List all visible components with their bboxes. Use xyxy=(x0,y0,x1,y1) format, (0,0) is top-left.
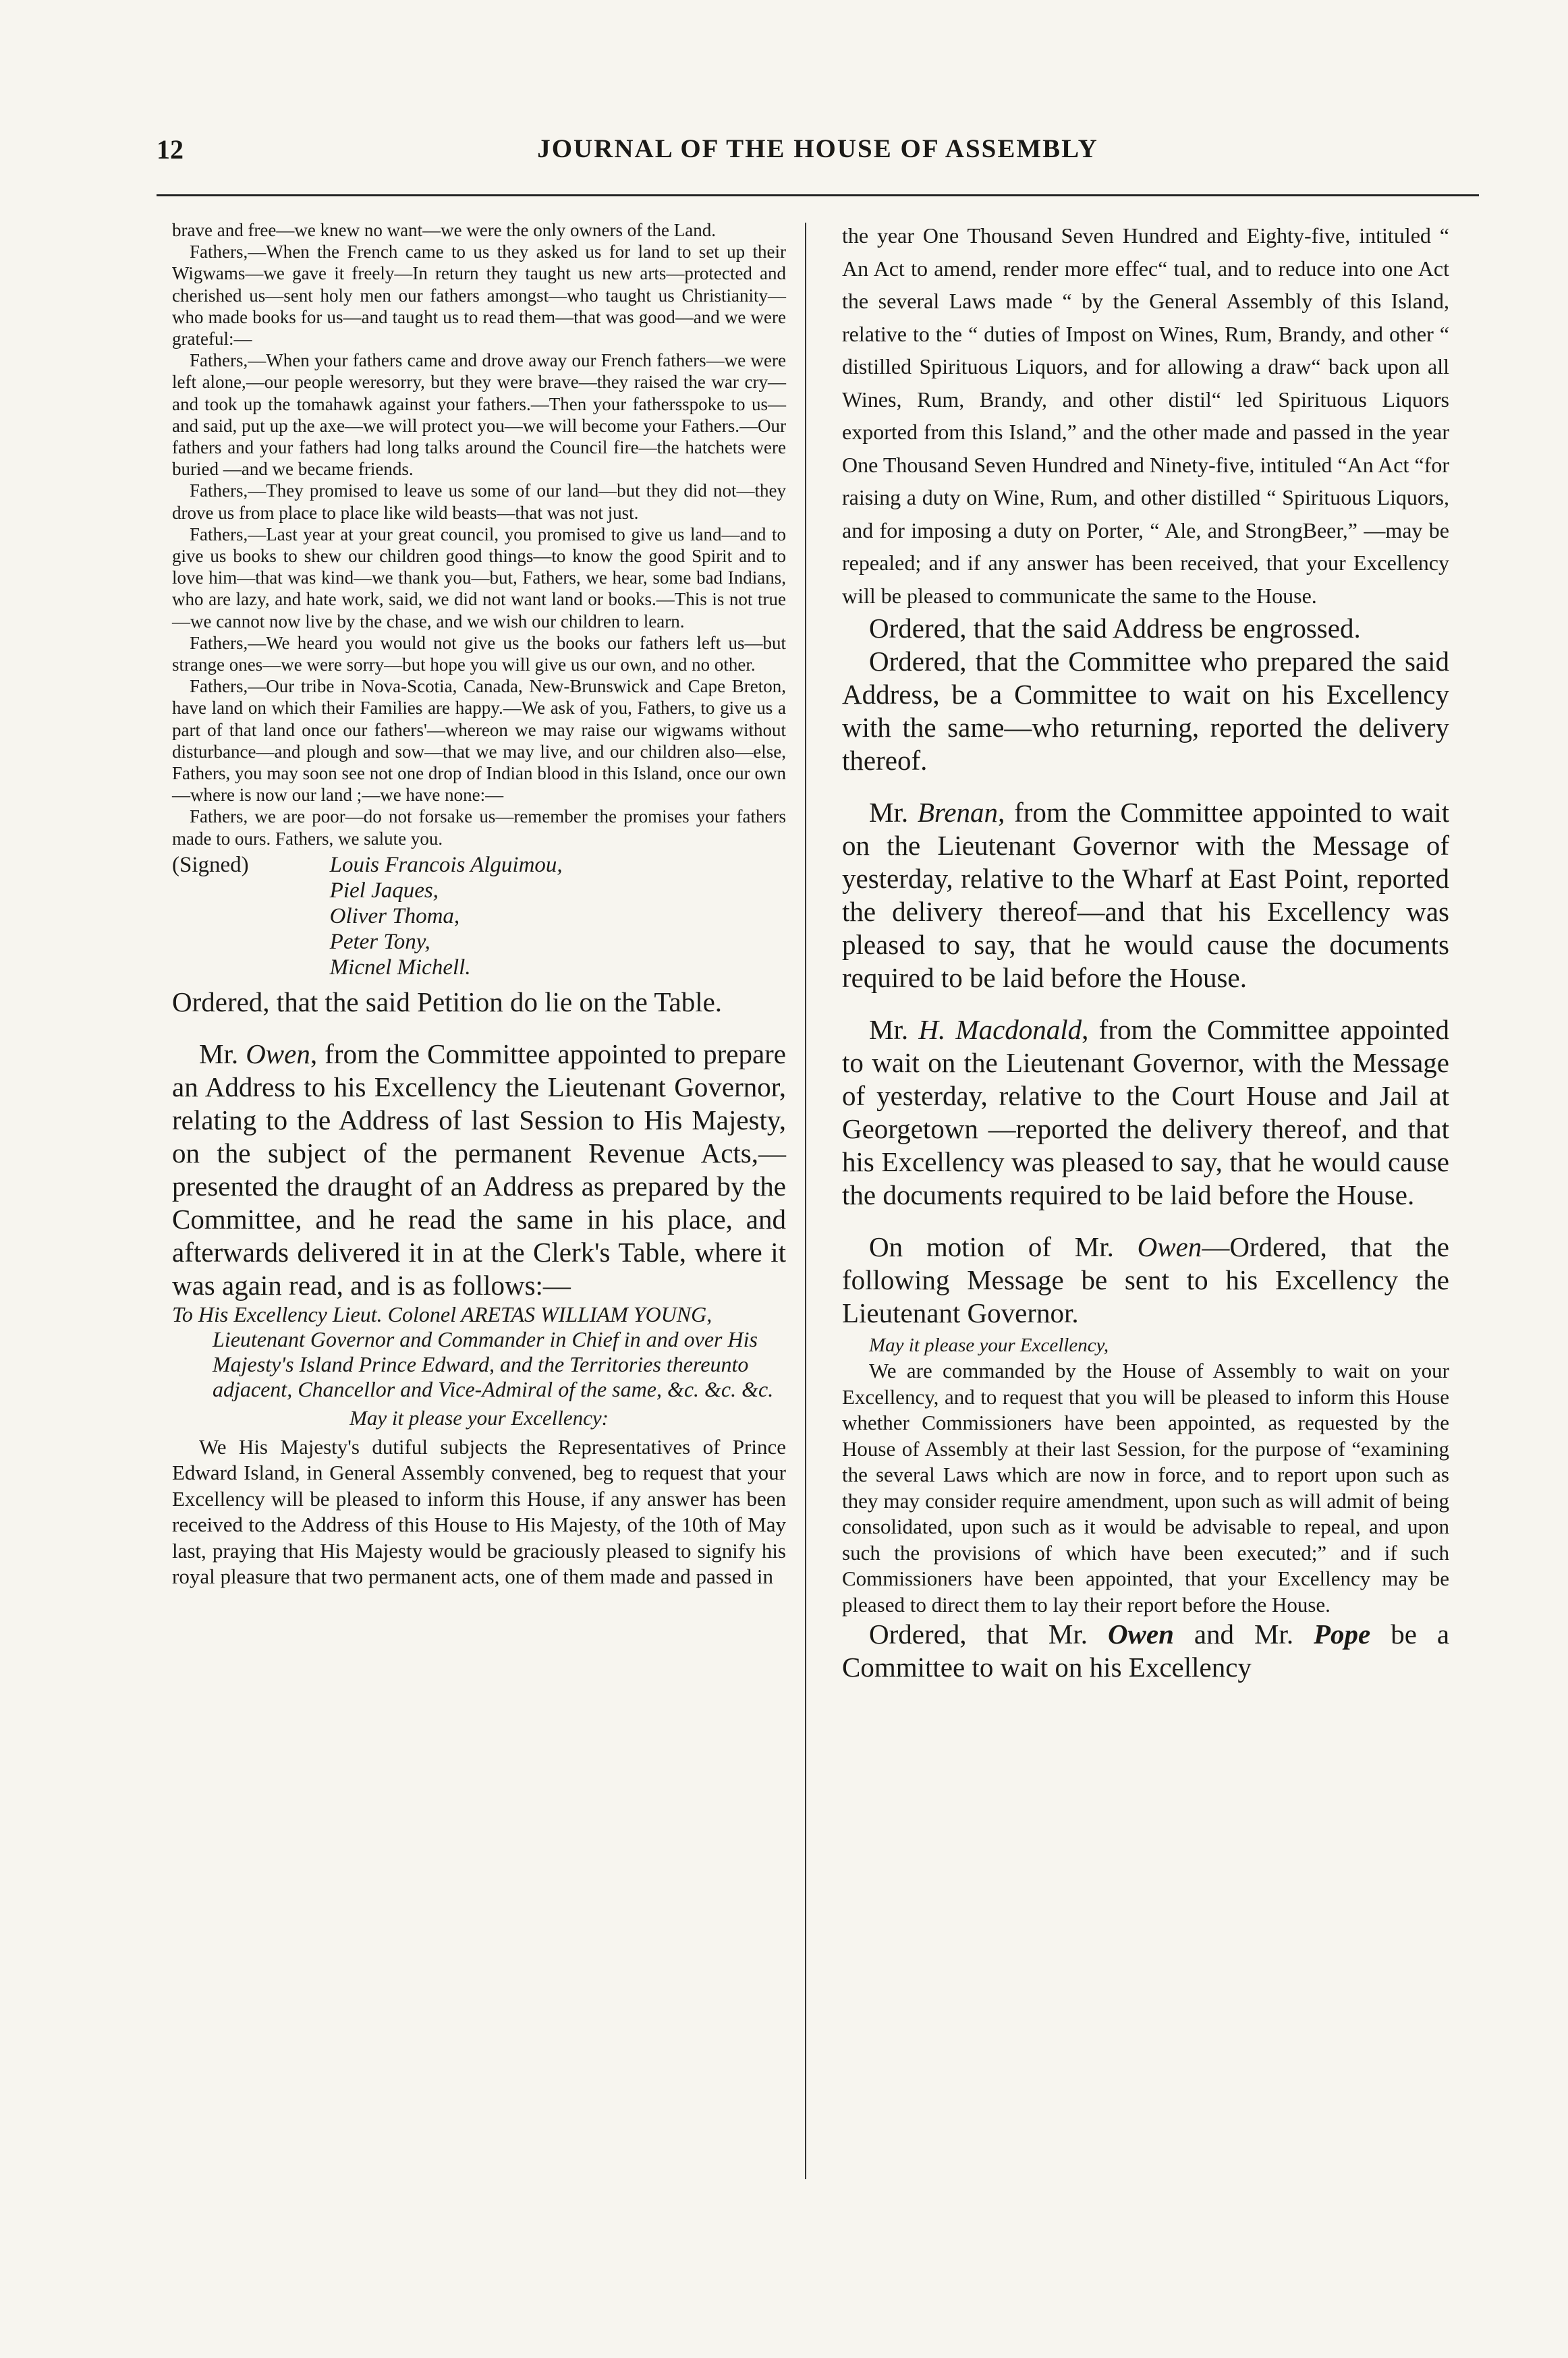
petition-paragraph: Fathers,—Last year at your great council, you promised to give us land—and to give us books to shew our children good things—to know the good Spirit and to love him—that was kind—we thank you—but, Fathers, we hear, some bad Indians, who are lazy, and hate work, said, we did not want land or books.—This is not true—we cannot now live by the chase, and we wish our children to learn. xyxy=(172,524,786,631)
final-order xyxy=(842,1618,1449,1684)
brenan-name: Brenan xyxy=(917,797,999,828)
brenan-prefix: Mr. xyxy=(869,797,909,828)
petition-paragraph: Fathers,—We heard you would not give us the books our fathers left us—but strange ones—we were sorry—but hope you will give us our own, and no other. xyxy=(172,632,786,675)
owen-name: Owen xyxy=(246,1038,310,1069)
signatory: Piel Jaques, xyxy=(329,878,439,903)
signatory: Louis Francois Alguimou, xyxy=(329,852,563,877)
right-column xyxy=(842,219,1449,1684)
owen-report xyxy=(172,1038,786,1302)
petition-paragraph: Fathers,—Our tribe in Nova-Scotia, Canada, New-Brunswick and Cape Breton, have land on which their Families are happy.—We ask of you, Fathers, to give us a part of that land once our fathers'—whereon we may raise our wigwams without disturbance—and plough and sow—that we may live, and our children also—else, Fathers, you may soon see not one drop of Indian blood in this Island, once our own —where is now our land ;—we have none:— xyxy=(172,676,786,806)
final-order-name1: Owen xyxy=(1107,1619,1174,1650)
motion-name: Owen xyxy=(1137,1231,1202,1262)
brenan-report xyxy=(842,796,1449,994)
final-order-post: be a Committee to wait on his Excellency xyxy=(842,1619,1450,1683)
petition-paragraph: Fathers,—When the French came to us they asked us for land to set up their Wigwams—we gave it freely—In return they taught us new arts—protected and cherished us—sent holy men our fathers amongst—who taught us Christianity—who made books for us—and taught us to read them—that was good—and we were grateful:— xyxy=(172,242,786,349)
message-body: We are commanded by the House of Assembly to wait on your Excellency, and to request that you will be pleased to inform this House whether Commissioners have been appointed, as requested by the House of Assembly at their last Session, for the purpose of “examining the several Laws which are now in force, and to report upon such as they may consider require amendment, upon such as will admit of being consolidated, upon such as it would be advisable to repeal, and upon such the provisions of which have been executed;” and if such Commissioners have been appointed, that your Excellency may be pleased to direct them to lay their report before the House. xyxy=(842,1359,1449,1617)
macdonald-report xyxy=(842,1013,1449,1212)
page-number: 12 xyxy=(157,134,184,165)
running-title: JOURNAL OF THE HOUSE OF ASSEMBLY xyxy=(537,134,1098,163)
motion-post: —Ordered, that the following Message be sent to his Excellency the Lieutenant Governor. xyxy=(842,1231,1449,1328)
signatory: Peter Tony, xyxy=(329,929,430,954)
left-column xyxy=(172,219,786,1590)
page-header xyxy=(157,134,1479,174)
owen-report-text: , from the Committee appointed to prepare an Address to his Excellency the Lieutenant Governor, relating to the Address of last Session to His Majesty, on the subject of the permanent Revenue Acts,—presented the draught of an Address as prepared by the Committee, and he read the same in his place, and afterwards delivered it in at the Clerk's Table, where it was again read, and is as follows:— xyxy=(172,1038,787,1301)
address-body-right: the year One Thousand Seven Hundred and Eighty-five, intituled “ An Act to amend, render more effec“ tual, and to reduce into one Act the several Laws made “ by the General Assembly of this Island, relative to the “ duties of Impost on Wines, Rum, Brandy, and other “ distilled Spirituous Liquors, and for allowing a draw“ back upon all Wines, Rum, Brandy, and other distil“ led Spirituous Liquors exported from this Island,” and the other made and passed in the year One Thousand Seven Hundred and Ninety-five, intituled “An Act “for raising a duty on Wine, Rum, and other distilled “ Spirituous Liquors, and for imposing a duty on Porter, “ Ale, and StrongBeer,” —may be repealed; and if any answer has been received, that your Excellency will be pleased to communicate the same to the House. xyxy=(842,223,1449,608)
macdonald-name: H. Macdonald xyxy=(918,1014,1082,1045)
order-committee: Ordered, that the Committee who prepared the said Address, be a Committee to wait on his Excellency with the same—who returning, reported the delivery thereof. xyxy=(842,646,1449,776)
macdonald-report-text: , from the Committee appointed to wait on the Lieutenant Governor, with the Message of yesterday, relative to the Court House and Jail at Georgetown —reported the delivery thereof, and that his Excellency was pleased to say, that he would cause the documents required to be laid before the House. xyxy=(842,1014,1449,1210)
petition-paragraph: Fathers,—When your fathers came and drove away our French fathers—we were left alone,—our people weresorry, but they were brave—they raised the war cry—and took up the tomahawk against your fathers.—Then your fathersspoke to us—and said, put up the axe—we will protect you—we will become your Fathers.—Our fathers and your fathers had long talks around the Council fire—the hatchets were buried —and we became friends. xyxy=(172,350,786,480)
final-order-name2: Pope xyxy=(1314,1619,1371,1650)
brenan-report-text: , from the Committee appointed to wait on the Lieutenant Governor with the Message of yesterday, relative to the Wharf at East Point, reported the delivery thereof—and that his Excellency was pleased to say, that he would cause the documents required to be laid before the House. xyxy=(842,797,1449,993)
signatory: Oliver Thoma, xyxy=(329,903,460,928)
address-body-left: We His Majesty's dutiful subjects the Representatives of Prince Edward Island, in General Assembly convened, beg to request that your Excellency will be pleased to inform this House, if any answer has been received to the Address of this House to His Majesty, of the 10th of May last, praying that His Majesty would be graciously pleased to signify his royal pleasure that two permanent acts, one of them made and passed in xyxy=(172,1434,786,1589)
macdonald-prefix: Mr. xyxy=(869,1014,909,1045)
motion-paragraph xyxy=(842,1231,1449,1330)
final-order-mid: and Mr. xyxy=(1194,1619,1294,1650)
header-rule xyxy=(157,194,1479,196)
owen-prefix: Mr. xyxy=(199,1038,239,1069)
address-salutation: May it please your Excellency: xyxy=(349,1405,609,1430)
signed-label: (Signed) xyxy=(172,852,249,877)
motion-pre: On motion of Mr. xyxy=(869,1231,1114,1262)
address-heading: To His Excellency Lieut. Colonel ARETAS WILLIAM YOUNG, Lieutenant Governor and Commander in Chief in and over His Majesty's Island Prince Edward, and the Territories thereunto adjacent, Chancellor and Vice-Admiral of the same, &c. &c. &c. xyxy=(172,1301,774,1401)
signature-block xyxy=(172,852,786,980)
column-divider xyxy=(805,223,806,2179)
petition-order: Ordered, that the said Petition do lie on the Table. xyxy=(172,986,723,1017)
message-salutation: May it please your Excellency, xyxy=(869,1335,1109,1356)
order-engrossed: Ordered, that the said Address be engrossed. xyxy=(869,613,1361,644)
signatory: Micnel Michell. xyxy=(329,955,471,980)
petition-paragraph: brave and free—we knew no want—we were the only owners of the Land. xyxy=(172,220,716,240)
petition-paragraph: Fathers,—They promised to leave us some of our land—but they did not—they drove us from place to place like wild beasts—that was not just. xyxy=(172,480,786,523)
petition-paragraph: Fathers, we are poor—do not forsake us—remember the promises your fathers made to ours. Fathers, we salute you. xyxy=(172,806,786,849)
signatory-list xyxy=(330,852,786,980)
final-order-pre: Ordered, that Mr. xyxy=(869,1619,1088,1650)
